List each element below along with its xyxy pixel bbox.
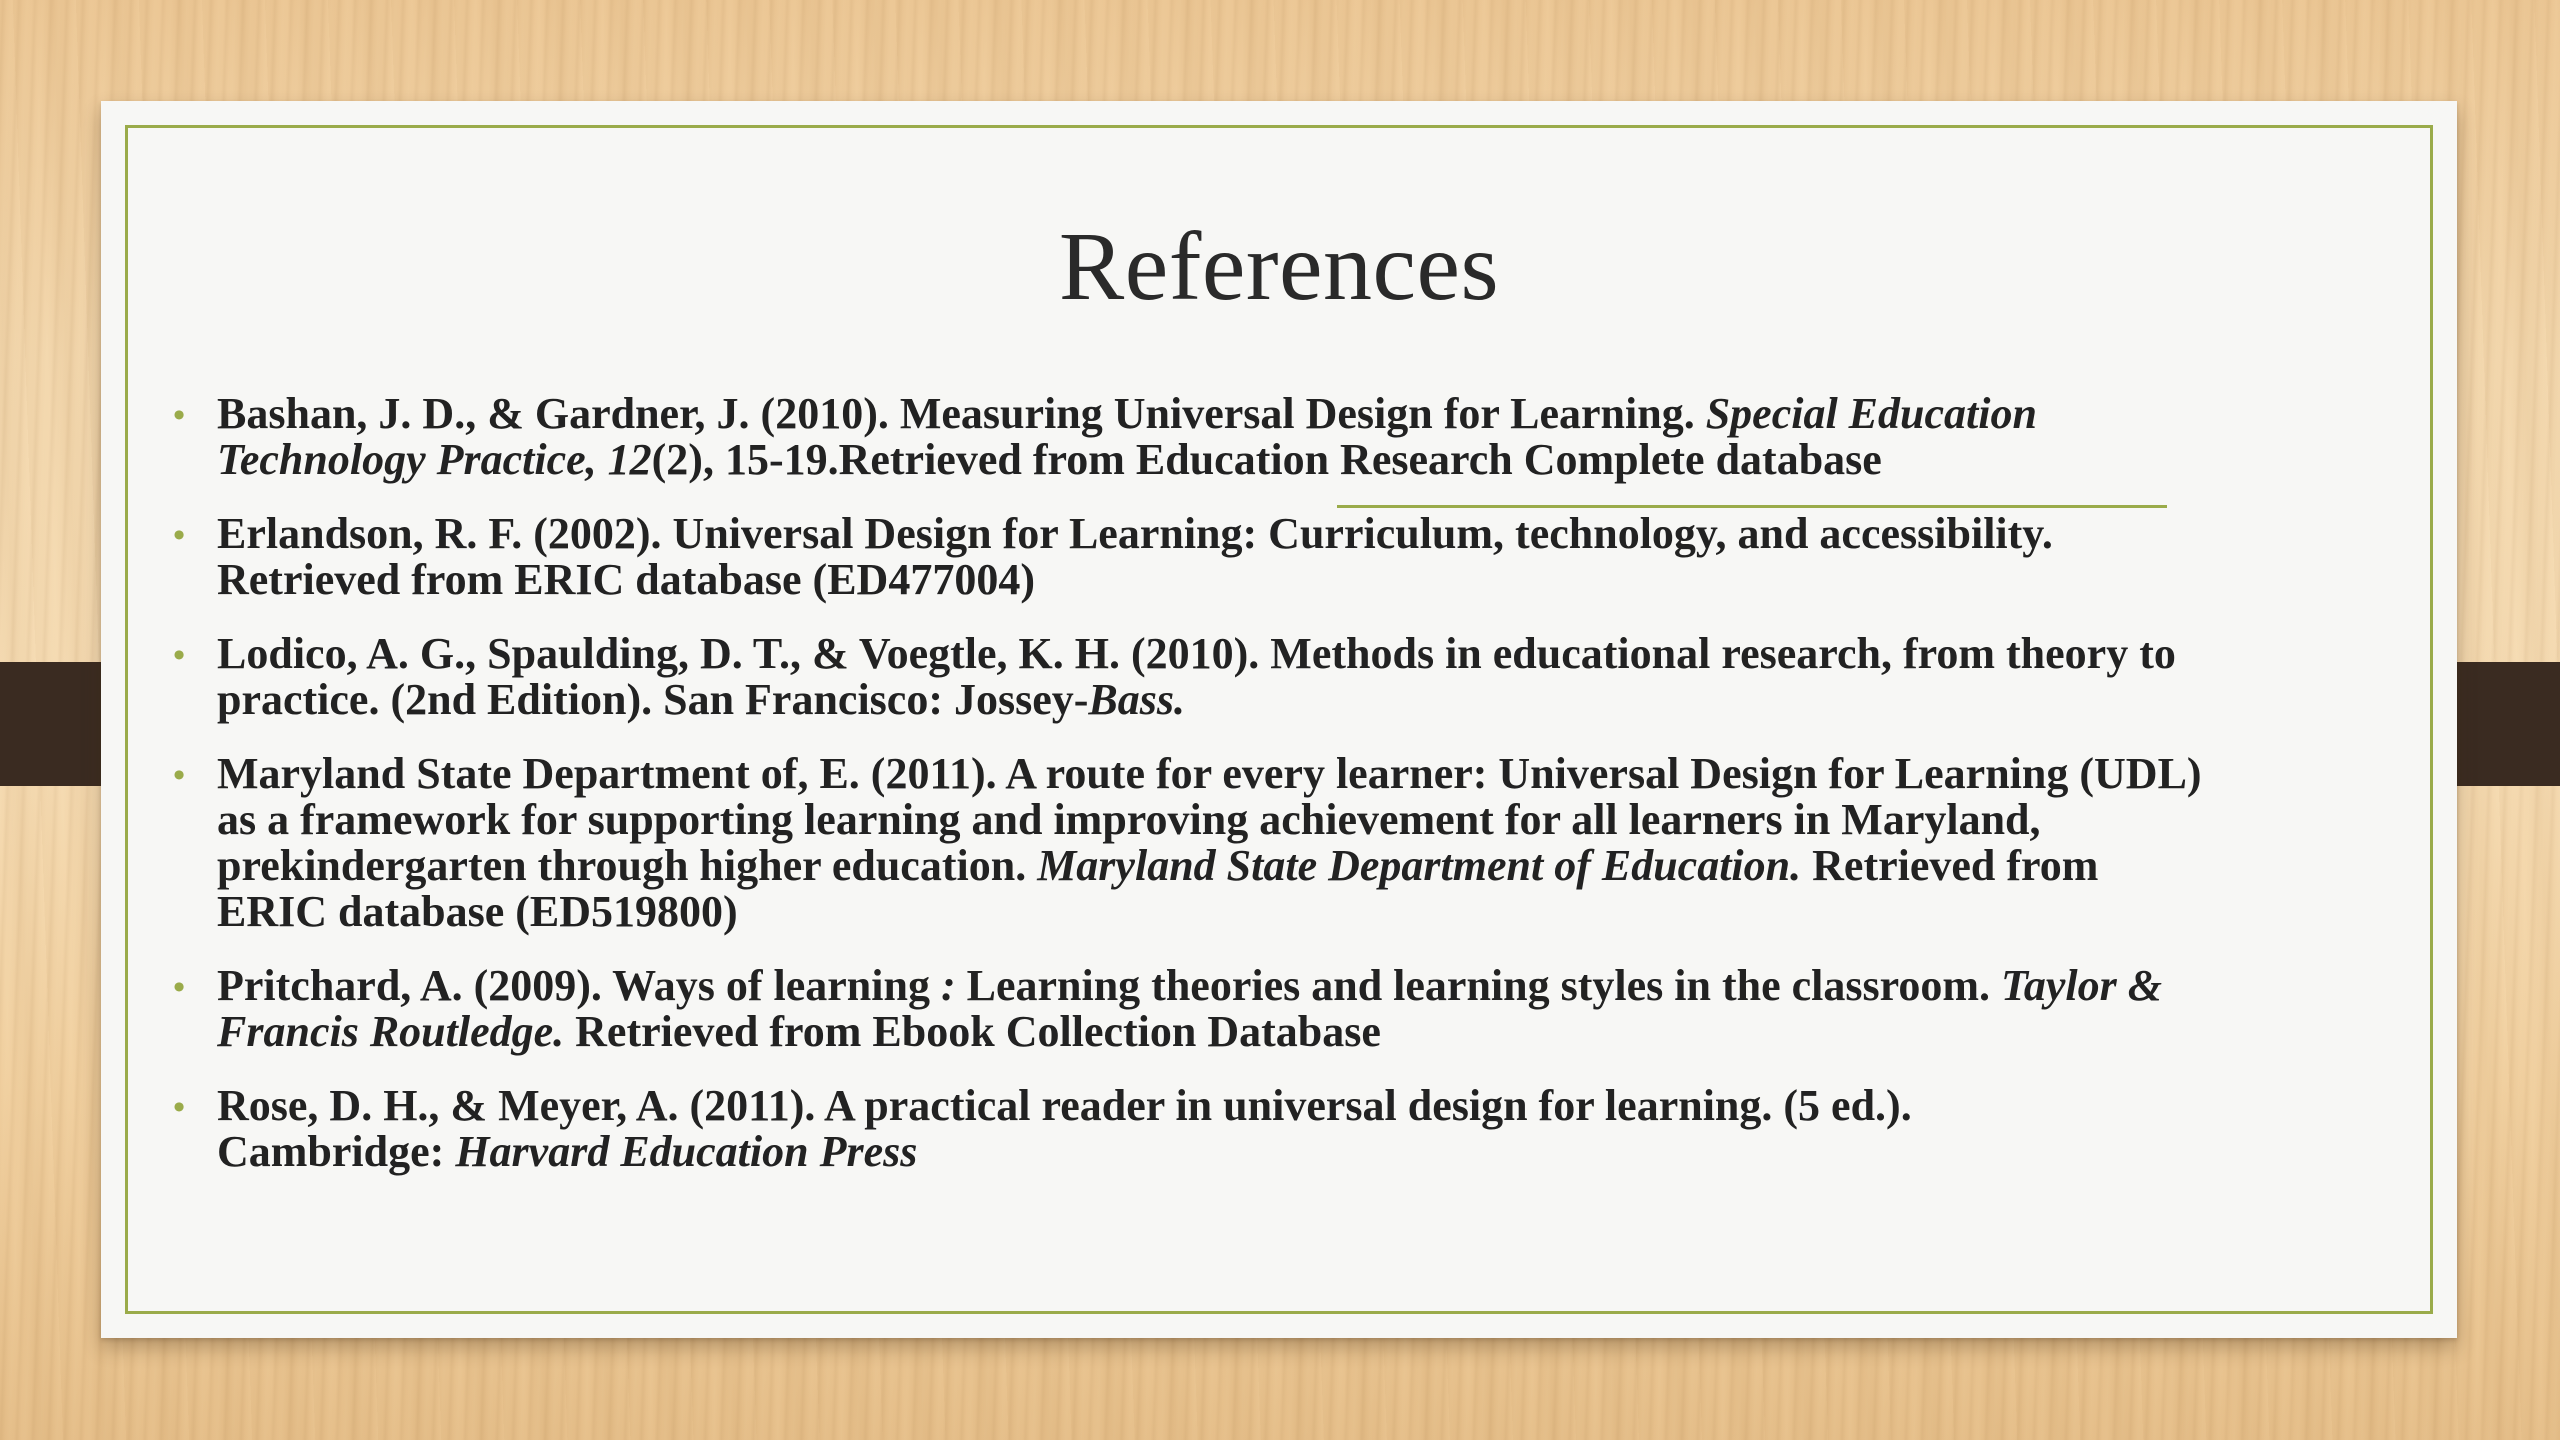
italic-text: Bass. [1088,675,1185,724]
reference-line [217,797,2457,843]
reference-text: Retrieved from ERIC database (ED477004) [217,555,1035,604]
reference-text: ERIC database (ED519800) [217,887,738,936]
reference-item [173,961,2457,1056]
italic-text: Special Education [1705,389,2037,438]
reference-line [217,843,2457,889]
reference-line [217,751,2457,797]
reference-item [173,1081,2457,1176]
reference-line [217,511,2457,557]
bullet-icon: • [173,1089,185,1126]
reference-line [217,1083,2457,1129]
italic-text: Francis Routledge. [217,1007,565,1056]
italic-text: Taylor & [2001,961,2162,1010]
reference-line [217,631,2457,677]
reference-text: Retrieved from [1801,841,2099,890]
reference-text: Bashan, J. D., & Gardner, J. (2010). Measuring Universal Design for Learning. [217,389,1706,438]
reference-line [217,889,2457,935]
slide-title: References [1058,213,1500,321]
slide [101,101,2457,1338]
reference-text: Rose, D. H., & Meyer, A. (2011). A practical reader in universal design for learning. (5 ed.). [217,1081,1912,1130]
reference-text: Cambridge: [217,1127,456,1176]
reference-text: Retrieved from Ebook Collection Database [564,1007,1381,1056]
reference-text: prekindergarten through higher education. [217,841,1038,890]
reference-item [173,749,2457,936]
reference-line [217,963,2457,1009]
reference-text: Learning theories and learning styles in the classroom. [955,961,2002,1010]
reference-line [217,677,2457,723]
reference-line [217,391,2457,437]
reference-text: Pritchard, A. (2009). Ways of learning [217,961,941,1010]
bullet-icon: • [173,397,185,434]
bullet-icon: • [173,517,185,554]
reference-line [217,1009,2457,1055]
italic-text: Harvard Education Press [455,1127,918,1176]
italic-text: Technology Practice, 12 [217,435,652,484]
reference-line [217,557,2457,603]
reference-line [217,1129,2457,1175]
reference-text: Erlandson, R. F. (2002). Universal Design for Learning: Curriculum, technology, and accessibility. [217,509,2053,558]
reference-line [217,437,2457,483]
reference-item [173,509,2457,604]
reference-item [173,629,2457,724]
italic-text: : [940,961,956,1010]
reference-text: as a framework for supporting learning and improving achievement for all learners in Maryland, [217,795,2041,844]
reference-item [173,389,2457,484]
reference-text: (2), 15-19.Retrieved from Education Research Complete database [651,435,1882,484]
bullet-icon: • [173,757,185,794]
bullet-icon: • [173,969,185,1006]
reference-text: Lodico, A. G., Spaulding, D. T., & Voegtle, K. H. (2010). Methods in educational research, from theory to [217,629,2176,678]
reference-text: practice. (2nd Edition). San Francisco: Jossey- [217,675,1089,724]
bullet-icon: • [173,637,185,674]
references-list [173,389,2457,1203]
reference-text: Maryland State Department of, E. (2011). A route for every learner: Universal Design for Learning (UDL) [217,749,2202,798]
italic-text: Maryland State Department of Education. [1037,841,1802,890]
